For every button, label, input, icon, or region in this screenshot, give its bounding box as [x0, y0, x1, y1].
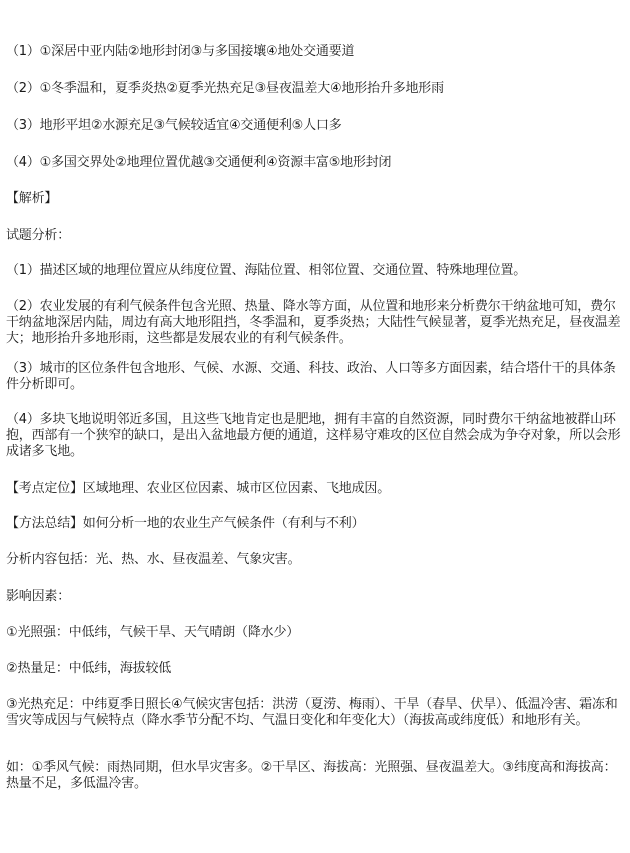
- factor-light: ①光照强：中低纬，气候干旱、天气晴朗（降水少）: [6, 625, 300, 640]
- answer-4: （4）①多国交界处②地理位置优越③交通便利④资源丰富⑤地形封闭: [6, 155, 392, 170]
- method-content: 分析内容包括：光、热、水、昼夜温差、气象灾害。: [6, 552, 301, 567]
- analysis-heading: 【解析】: [6, 191, 58, 206]
- answer-3: （3）地形平坦②水源充足③气候较适宜④交通便利⑤人口多: [6, 118, 342, 133]
- analysis-item-2: （2）农业发展的有利气候条件包含光照、热量、降水等方面，从位置和地形来分析费尔干纳盆地可知，费尔干纳盆地深居内陆，周边有高大地形阻挡，冬季温和，夏季炎热；大陆性气候显著，夏季光热充足，昼夜温差大；地形抬升多地形雨，这些都是发展农业的有利气候条件。: [6, 299, 621, 346]
- method-title: 【方法总结】如何分析一地的农业生产气候条件（有利与不利）: [6, 516, 365, 531]
- answer-2: （2）①冬季温和，夏季炎热②夏季光热充足③昼夜温差大④地形抬升多地形雨: [6, 81, 444, 96]
- analysis-item-3: （3）城市的区位条件包含地形、气候、水源、交通、科技、政治、人口等多方面因素，结合塔什干的具体条件分析即可。: [6, 361, 616, 392]
- factors-title: 影响因素：: [6, 589, 71, 604]
- answer-1: （1）①深居中亚内陆②地形封闭③与多国接壤④地处交通要道: [6, 44, 355, 59]
- example-line: 如：①季风气候：雨热同期，但水旱灾害多。②干旱区、海拔高：光照强、昼夜温差大。③纬度高和海拔高：热量不足，多低温冷害。: [6, 760, 617, 791]
- factor-light-heat: ③光热充足：中纬夏季日照长④气候灾害包括：洪涝（夏涝、梅雨）、干旱（春旱、伏旱）、低温冷害、霜冻和雪灾等成因与气候特点（降水季节分配不均、气温日变化和年变化大）（海拔高或纬度低）和地形有关。: [6, 697, 618, 728]
- analysis-item-1: （1）描述区域的地理位置应从纬度位置、海陆位置、相邻位置、交通位置、特殊地理位置。: [6, 263, 527, 278]
- analysis-intro: 试题分析：: [6, 228, 71, 243]
- kaodian-line: 【考点定位】区域地理、农业区位因素、城市区位因素、飞地成因。: [6, 481, 391, 496]
- analysis-item-4: （4）多块飞地说明邻近多国，且这些飞地肯定也是肥地，拥有丰富的自然资源，同时费尔干纳盆地被群山环抱，西部有一个狭窄的缺口，是出入盆地最方便的通道，这样易守难攻的区位自然会成为争夺对象，所以会形成诸多飞地。: [6, 412, 621, 459]
- factor-heat: ②热量足：中低纬，海拔较低: [6, 661, 172, 676]
